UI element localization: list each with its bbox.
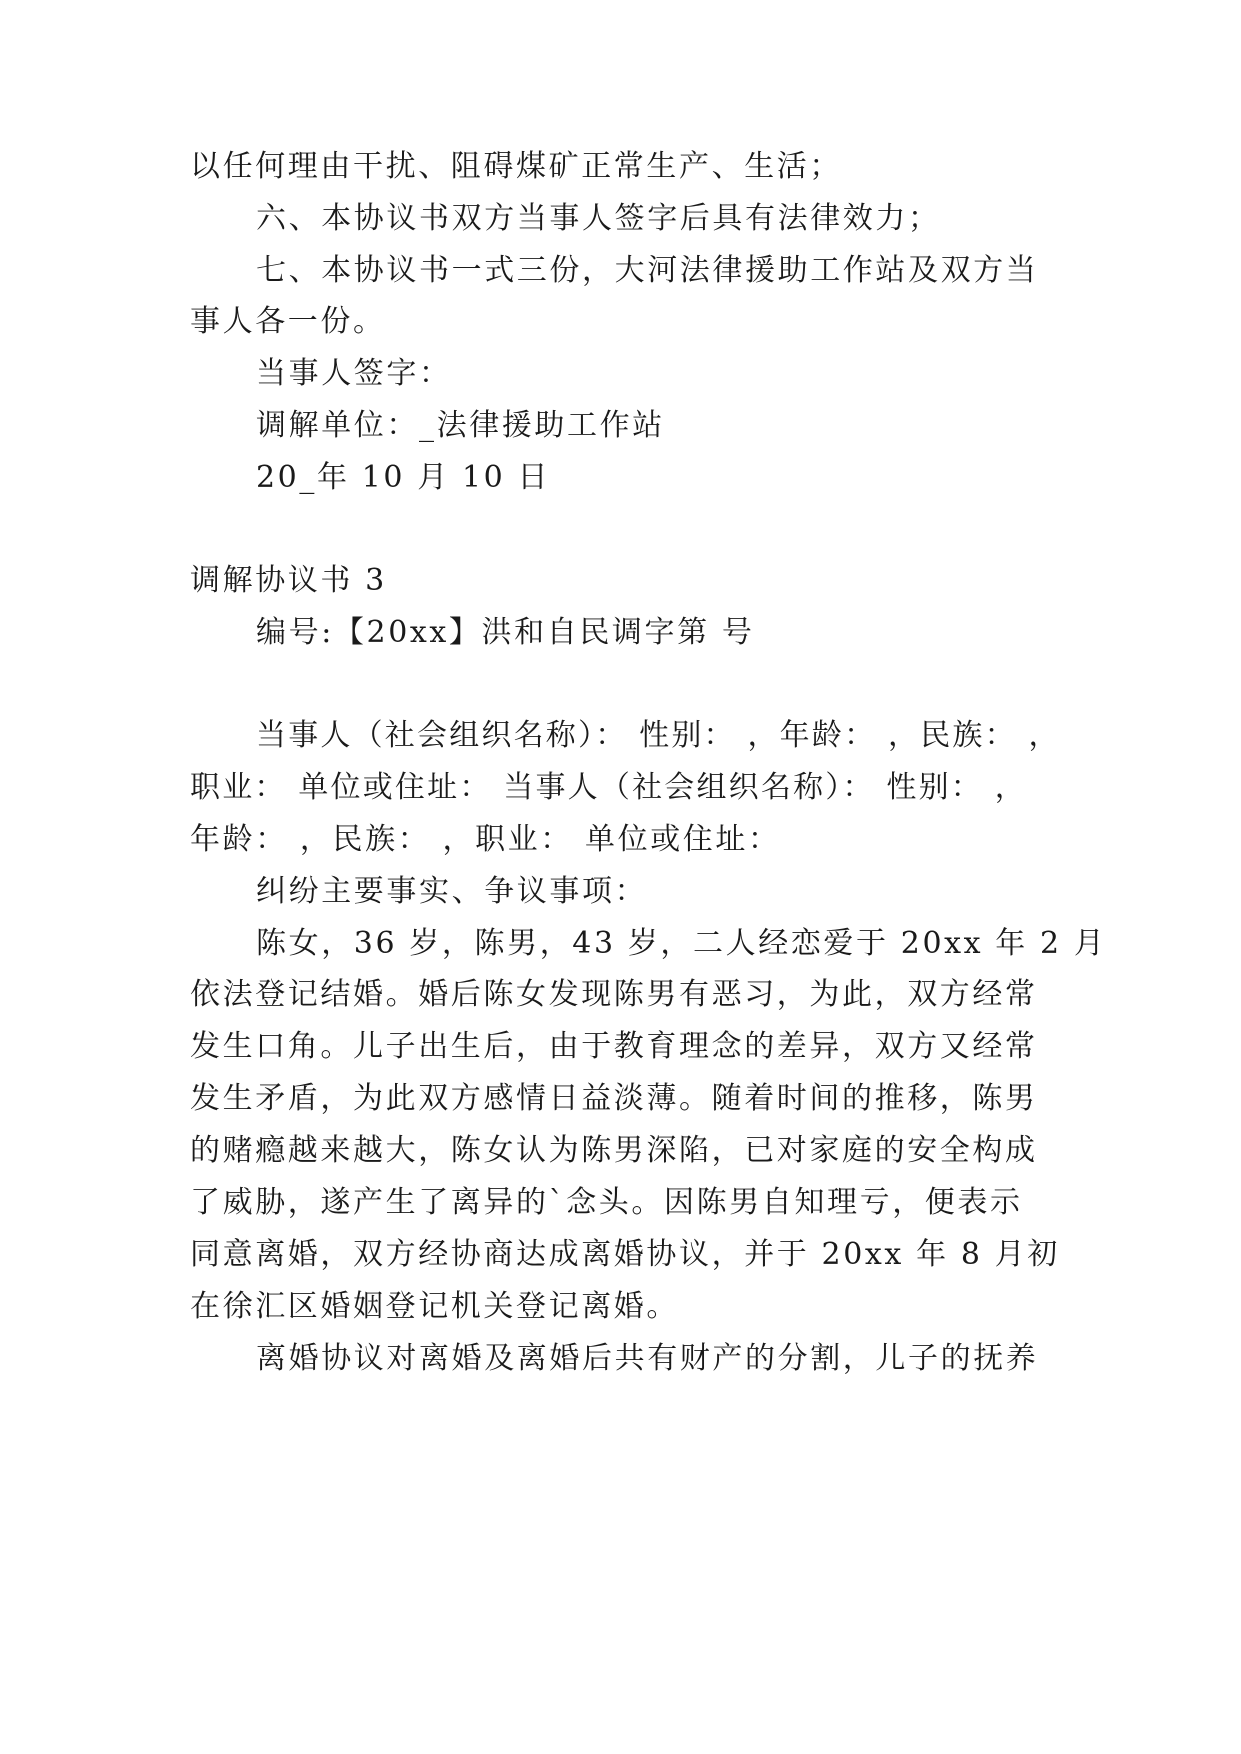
text-line: 事人各一份。 <box>190 304 386 339</box>
text-line: 当事人（社会组织名称）： 性别： ，年龄： ，民族： ， <box>256 718 1061 753</box>
text-line: 职业： 单位或住址： 当事人（社会组织名称）： 性别： ， <box>190 770 1027 805</box>
mediation-unit: 调解单位：_法律援助工作站 <box>256 408 665 443</box>
text-line: 的赌瘾越来越大，陈女认为陈男深陷，已对家庭的安全构成 <box>190 1133 1038 1168</box>
text-line: 六、本协议书双方当事人签字后具有法律效力； <box>256 201 941 236</box>
text-line: 依法登记结婚。婚后陈女发现陈男有恶习，为此，双方经常 <box>190 977 1038 1012</box>
text-line: 在徐汇区婚姻登记机关登记离婚。 <box>190 1289 679 1324</box>
date-line: 20_年 10 月 10 日 <box>256 460 551 495</box>
text-line: 年龄： ，民族： ，职业： 单位或住址： <box>190 822 781 857</box>
text-line: 离婚协议对离婚及离婚后共有财产的分割，儿子的抚养 <box>256 1341 1039 1376</box>
text-line: 七、本协议书一式三份，大河法律援助工作站及双方当 <box>256 253 1039 288</box>
text-line: 同意离婚，双方经协商达成离婚协议，并于 20xx 年 8 月初 <box>190 1237 1060 1272</box>
text-line: 了威胁，遂产生了离异的`念头。因陈男自知理亏，便表示 <box>190 1185 1023 1220</box>
text-line: 发生口角。儿子出生后，由于教育理念的差异，双方又经常 <box>190 1029 1038 1064</box>
document-number: 编号:【20xx】洪和自民调字第 号 <box>256 615 755 650</box>
text-line: 发生矛盾，为此双方感情日益淡薄。随着时间的推移，陈男 <box>190 1081 1038 1116</box>
text-line: 以任何理由干扰、阻碍煤矿正常生产、生活； <box>190 149 842 184</box>
signature-label: 当事人签字： <box>256 356 452 391</box>
section-title: 调解协议书 3 <box>190 563 387 598</box>
text-line: 纠纷主要事实、争议事项： <box>256 874 648 909</box>
text-line: 陈女，36 岁，陈男，43 岁，二人经恋爱于 20xx 年 2 月 <box>256 926 1107 961</box>
